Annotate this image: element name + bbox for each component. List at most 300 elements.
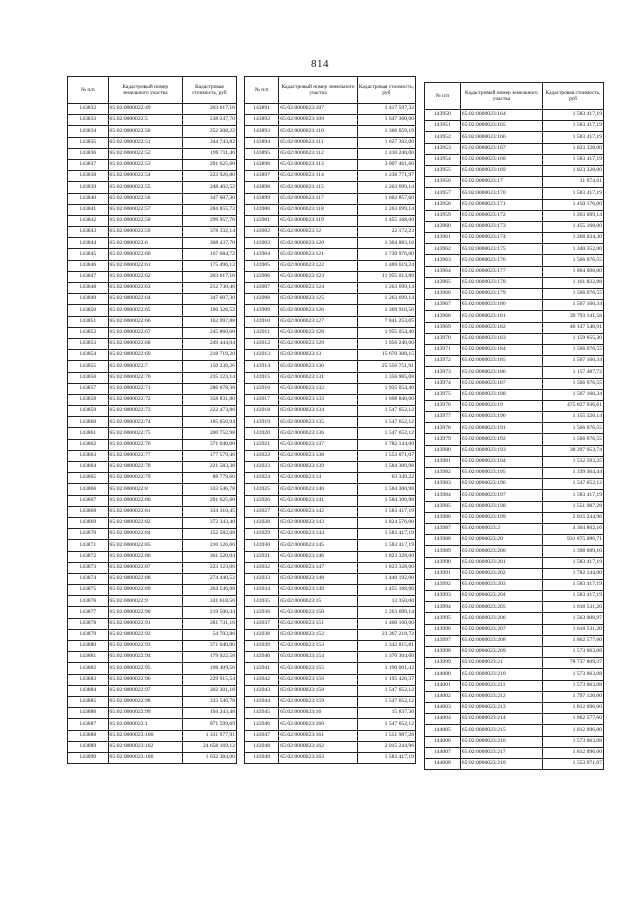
row-number: 143963 [425,255,461,266]
table-row [68,641,237,652]
cadastral-value: 185 650,94 [182,417,236,428]
row-number: 143966 [425,289,461,300]
cadastral-value: 1 862 577,60 [543,635,604,646]
cadastral-number: 65:02:0000023:214 [460,714,542,725]
cadastral-number: 65:02:0000022:70 [108,372,182,383]
cadastral-value: 1 583 417,19 [357,506,415,517]
cadastral-value: 177 579,46 [182,450,236,461]
cadastral-value: 15 670 308,15 [357,350,415,361]
cadastral-value: 1 583 417,19 [357,752,415,763]
cadastral-number: 65:02:0000023:218 [460,758,542,769]
cadastral-value: 203 617,16 [182,104,236,115]
cadastral-number: 65:02:0000023:196 [460,479,542,490]
cadastral-number: 65:02:0000022:68 [108,338,182,349]
table-row [425,300,604,311]
cadastral-value: 931 875 086,71 [543,535,604,546]
table-row [425,725,604,736]
table-row [68,305,237,316]
table-row [425,255,604,266]
cadastral-value: 249 444,04 [182,338,236,349]
cadastral-value: 1 573 663,08 [543,736,604,747]
table-row [68,182,237,193]
cadastral-number: 65:02:0000022:87 [108,562,182,573]
table-row [425,479,604,490]
cadastral-number: 65:02:0000022:67 [108,327,182,338]
cadastral-number: 65:02:0000023:126 [279,305,358,316]
table-row [425,680,604,691]
table-row [68,730,237,741]
row-number: 143833 [68,115,109,126]
table-row [425,445,604,456]
table-row [68,115,237,126]
cadastral-number: 65:02:0000022:96 [108,674,182,685]
cadastral-value: 203 617,16 [182,271,236,282]
cadastral-value: 281 731,16 [182,618,236,629]
header-cadastral: Кадастровый номер земельного участка [460,83,542,110]
cadastral-value: 1 812 096,00 [543,702,604,713]
row-number: 143990 [425,557,461,568]
row-number: 143981 [425,456,461,467]
row-number: 143915 [245,372,279,383]
cadastral-value: 1 263 699,14 [357,182,415,193]
row-number: 143961 [425,233,461,244]
row-number: 143934 [245,585,279,596]
cadastral-number: 65:02:0000022:66 [108,316,182,327]
cadastral-value: 200 752,98 [182,428,236,439]
cadastral-value: 1 823 328,00 [543,165,604,176]
table-row [425,244,604,255]
table-row [425,568,604,579]
row-number: 143865 [68,473,109,484]
row-number: 143842 [68,215,109,226]
table-row [245,551,416,562]
row-number: 143905 [245,260,279,271]
cadastral-number: 65:02:0000022:89 [108,585,182,596]
cadastral-value: 1 812 096,00 [543,725,604,736]
cadastral-value: 333 546,78 [182,696,236,707]
header-num: № п/п [245,77,279,104]
header-row [425,83,604,110]
cadastral-number: 65:02:0000023:137 [279,439,358,450]
row-number: 143908 [245,294,279,305]
cadastral-value: 1 823 328,00 [357,551,415,562]
table-row [68,685,237,696]
cadastral-value: 1 547 652,12 [357,417,415,428]
table-row [425,177,604,188]
table-row [68,327,237,338]
row-number: 143907 [245,283,279,294]
row-number: 143838 [68,171,109,182]
row-number: 143880 [68,641,109,652]
table-row [68,260,237,271]
cadastral-number: 65:02:0000022:77 [108,450,182,461]
cadastral-value: 1 455 168,00 [357,585,415,596]
row-number: 144008 [425,758,461,769]
table-row [245,696,416,707]
cadastral-value: 1 647 360,00 [357,115,415,126]
cadastral-value: 871 599,69 [182,719,236,730]
cadastral-number: 65:02:0000023:195 [460,468,542,479]
cadastral-number: 65:02:0000023:217 [460,747,542,758]
table-row [245,227,416,238]
table-row [245,126,416,137]
table-row [425,233,604,244]
header-cadastral: Кадастровый номер земельного участка [279,77,358,104]
cadastral-number: 65:02:0000023:135 [279,417,358,428]
cadastral-value: 299 957,76 [182,215,236,226]
cadastral-value: 1 804 608,00 [543,266,604,277]
cadastral-number: 65:02:0000023:118 [279,204,358,215]
header-value: Кадастровая стоимость, руб [182,77,236,104]
table-row [245,652,416,663]
cadastral-value: 368 437,70 [182,238,236,249]
table-row [68,696,237,707]
cadastral-number: 65:02:0000022:95 [108,663,182,674]
row-number: 143935 [245,596,279,607]
row-number: 143903 [245,238,279,249]
table-row [425,523,604,534]
table-row [425,154,604,165]
row-number: 143933 [245,573,279,584]
cadastral-number: 65:02:0000023:193 [460,445,542,456]
table-row [68,338,237,349]
cadastral-number: 65:02:0000023:122 [279,260,358,271]
row-number: 143870 [68,529,109,540]
row-number: 143882 [68,663,109,674]
cadastral-value: 1 573 663,08 [543,680,604,691]
cadastral-value: 11 955 013,89 [357,271,415,282]
row-number: 143832 [68,104,109,115]
row-number: 144005 [425,725,461,736]
row-number: 143951 [425,121,461,132]
row-number: 143888 [68,730,109,741]
table-row [245,596,416,607]
cadastral-value: 1 583 417,19 [357,540,415,551]
table-row [425,434,604,445]
cadastral-number: 65:02:0000022:50 [108,126,182,137]
table-row [245,439,416,450]
row-number: 143996 [425,624,461,635]
cadastral-number: 65:02:0000023:204 [460,591,542,602]
cadastral-number: 65:02:0000022:75 [108,428,182,439]
cadastral-value: 1 547 652,12 [357,719,415,730]
table-row [245,618,416,629]
cadastral-value: 38 297 953,74 [543,445,604,456]
table-row [245,450,416,461]
row-number: 143931 [245,551,279,562]
cadastral-value: 1 370 304,00 [357,652,415,663]
cadastral-value: 1 155 320,14 [543,412,604,423]
cadastral-value: 1 190 001,42 [357,663,415,674]
table-row [245,361,416,372]
row-number: 143986 [425,512,461,523]
cadastral-number: 65:02:0000022:91 [108,618,182,629]
cadastral-value: 238 247,70 [182,115,236,126]
cadastral-value: 245 860,60 [182,327,236,338]
row-number: 144002 [425,691,461,702]
cadastral-value: 1 263 699,14 [357,294,415,305]
cadastral-number: 65:02:0000022:98 [108,696,182,707]
table-row [425,456,604,467]
row-number: 143919 [245,417,279,428]
cadastral-number: 65:02:0000023:170 [460,188,542,199]
cadastral-value: 1 263 699,14 [357,204,415,215]
cadastral-number: 65:02:0000023:198 [460,501,542,512]
cadastral-value: 286 678,38 [182,383,236,394]
cadastral-number: 65:02:0000023:114 [279,171,358,182]
row-number: 143909 [245,305,279,316]
cadastral-value: 1 450 176,00 [543,199,604,210]
cadastral-number: 65:02:0000023:179 [460,289,542,300]
row-number: 143970 [425,333,461,344]
registry-table-1 [67,76,237,764]
cadastral-number: 65:02:0000023:138 [279,450,358,461]
cadastral-number: 65:02:0000023:2 [460,523,542,534]
table-row [425,199,604,210]
row-number: 143997 [425,635,461,646]
cadastral-value: 1 339 364,44 [543,468,604,479]
cadastral-value: 1 583 417,19 [543,188,604,199]
row-number: 143899 [245,193,279,204]
row-number: 143886 [68,708,109,719]
row-number: 143974 [425,378,461,389]
row-number: 143978 [425,423,461,434]
row-number: 143859 [68,406,109,417]
row-number: 143839 [68,182,109,193]
header-row [245,77,416,104]
cadastral-value: 1 567 160,34 [543,389,604,400]
row-number: 143925 [245,484,279,495]
cadastral-value: 291 625,60 [182,159,236,170]
cadastral-value: 1 583 417,19 [543,490,604,501]
table-row [425,400,604,411]
row-number: 143958 [425,199,461,210]
cadastral-number: 65:02:0000023:111 [279,137,358,148]
cadastral-value: 1 584 300,98 [357,462,415,473]
row-number: 143941 [245,663,279,674]
row-number: 143988 [425,535,461,546]
row-number: 143863 [68,450,109,461]
cadastral-value: 1 551 987,28 [543,501,604,512]
cadastral-number: 65:02:0000023:166 [460,132,542,143]
cadastral-number: 65:02:0000023:112 [279,148,358,159]
row-number: 143932 [245,562,279,573]
table-row [245,271,416,282]
cadastral-value: 1 566 076,55 [543,423,604,434]
cadastral-number: 65:02:0000022:6 [108,238,182,249]
table-row [425,333,604,344]
cadastral-number: 65:02:0000023:162 [279,741,358,752]
row-number: 143892 [245,115,279,126]
table-row [245,517,416,528]
table-row [425,512,604,523]
cadastral-number: 65:02:0000023:146 [279,551,358,562]
table-row [68,417,237,428]
table-row [245,383,416,394]
table-row [68,350,237,361]
row-number: 143891 [245,104,279,115]
cadastral-number: 65:02:0000023:102 [108,741,182,752]
cadastral-number: 65:02:0000023:119 [279,215,358,226]
row-number: 143837 [68,159,109,170]
cadastral-value: 199 711,46 [182,148,236,159]
cadastral-value: 179 922,58 [182,652,236,663]
table-row [68,171,237,182]
cadastral-number: 65:02:0000023:185 [460,356,542,367]
cadastral-number: 65:02:0000023:155 [279,663,358,674]
table-row [425,165,604,176]
row-number: 143994 [425,602,461,613]
cadastral-value: 264 546,08 [182,585,236,596]
cadastral-number: 65:02:0000022:84 [108,529,182,540]
table-row [245,506,416,517]
cadastral-value: 1 566 076,55 [543,344,604,355]
cadastral-value: 1 268 034,30 [543,233,604,244]
row-number: 143924 [245,473,279,484]
row-number: 143923 [245,462,279,473]
table-row [425,546,604,557]
cadastral-number: 65:02:0000023:131 [279,372,358,383]
cadastral-value: 1 823 328,00 [543,143,604,154]
cadastral-value: 378 332,14 [182,227,236,238]
table-row [68,361,237,372]
cadastral-value: 1 730 976,00 [357,249,415,260]
row-number: 143849 [68,294,109,305]
table-row [245,741,416,752]
cadastral-value: 1 553 071,07 [543,758,604,769]
table-row [245,305,416,316]
cadastral-value: 347 607,30 [182,294,236,305]
cadastral-number: 65:02:0000023:139 [279,462,358,473]
cadastral-number: 65:02:0000023:16 [279,708,358,719]
cadastral-number: 65:02:0000023:17 [460,177,542,188]
cadastral-value: 175 496,12 [182,260,236,271]
cadastral-number: 65:02:0000023:15 [279,596,358,607]
cadastral-value: 40 147 540,91 [543,322,604,333]
cadastral-number: 65:02:0000023:19 [460,400,542,411]
cadastral-value: 3 007 461,60 [357,159,415,170]
row-number: 143921 [245,439,279,450]
cadastral-number: 65:02:0000022:58 [108,215,182,226]
table-row [245,215,416,226]
table-row [68,551,237,562]
cadastral-value: 150 239,26 [182,361,236,372]
row-number: 143917 [245,394,279,405]
table-row [245,350,416,361]
table-row [245,372,416,383]
table-row [245,338,416,349]
cadastral-value: 1 331 977,91 [182,730,236,741]
cadastral-number: 65:02:0000022:52 [108,148,182,159]
cadastral-value: 1 823 328,00 [357,562,415,573]
row-number: 143947 [245,730,279,741]
cadastral-value: 162 997,88 [182,316,236,327]
cadastral-value: 221 583,38 [182,462,236,473]
cadastral-value: 1 782 144,00 [543,568,604,579]
cadastral-value: 1 618 531,20 [543,624,604,635]
cadastral-number: 65:02:0000022:7 [108,361,182,372]
cadastral-value: 1 824 576,00 [357,517,415,528]
table-row [68,283,237,294]
cadastral-number: 65:02:0000023:188 [460,389,542,400]
row-number: 143889 [68,741,109,752]
row-number: 143914 [245,361,279,372]
row-number: 143890 [68,752,109,763]
cadastral-number: 65:02:0000023:210 [460,669,542,680]
cadastral-value: 1 573 663,08 [543,647,604,658]
row-number: 143950 [425,110,461,121]
table-row [68,540,237,551]
table-row [425,266,604,277]
cadastral-value: 1 567 160,34 [543,356,604,367]
cadastral-value: 341 618,56 [182,596,236,607]
cadastral-number: 65:02:0000023:151 [279,618,358,629]
cadastral-number: 65:02:0000022:93 [108,641,182,652]
table-row [68,562,237,573]
table-row [245,641,416,652]
cadastral-number: 65:02:0000022:65 [108,305,182,316]
row-number: 143983 [425,479,461,490]
cadastral-value: 333 546,78 [182,484,236,495]
cadastral-number: 65:02:0000023:156 [279,674,358,685]
row-number: 143873 [68,562,109,573]
cadastral-number: 65:02:0000023:134 [279,406,358,417]
table-row [425,110,604,121]
cadastral-number: 65:02:0000023:206 [460,613,542,624]
row-number: 143895 [245,148,279,159]
row-number: 143985 [425,501,461,512]
cadastral-number: 65:02:0000023:190 [460,412,542,423]
cadastral-number: 65:02:0000023:141 [279,495,358,506]
table-row [245,529,416,540]
table-row [68,316,237,327]
row-number: 143857 [68,383,109,394]
cadastral-number: 65:02:0000023:150 [279,607,358,618]
row-number: 143962 [425,244,461,255]
cadastral-value: 1 455 168,00 [543,221,604,232]
table-row [68,752,237,763]
row-number: 143995 [425,613,461,624]
cadastral-value: 1 782 144,00 [357,439,415,450]
table-row [245,629,416,640]
table-row [245,294,416,305]
table-row [245,104,416,115]
cadastral-number: 65:02:0000023:160 [279,719,358,730]
table-row [245,115,416,126]
row-number: 143965 [425,277,461,288]
row-number: 143884 [68,685,109,696]
table-row [425,188,604,199]
cadastral-number: 65:02:0000023:106 [108,752,182,763]
table-row [425,356,604,367]
row-number: 143991 [425,568,461,579]
cadastral-value: 1 583 417,19 [543,154,604,165]
row-number: 143928 [245,517,279,528]
cadastral-value: 1 698 840,00 [357,394,415,405]
cadastral-value: 1 583 417,19 [543,132,604,143]
table-row [68,708,237,719]
cadastral-number: 65:02:0000023:197 [460,490,542,501]
row-number: 143904 [245,249,279,260]
cadastral-number: 65:02:0000023:194 [460,456,542,467]
cadastral-value: 1 567 160,34 [543,300,604,311]
cadastral-number: 65:02:0000023:133 [279,394,358,405]
cadastral-number: 65:02:0000023:20 [460,535,542,546]
row-number: 143976 [425,400,461,411]
row-number: 143943 [245,685,279,696]
row-number: 143872 [68,551,109,562]
header-value: Кадастровая стоимость, руб [357,77,415,104]
